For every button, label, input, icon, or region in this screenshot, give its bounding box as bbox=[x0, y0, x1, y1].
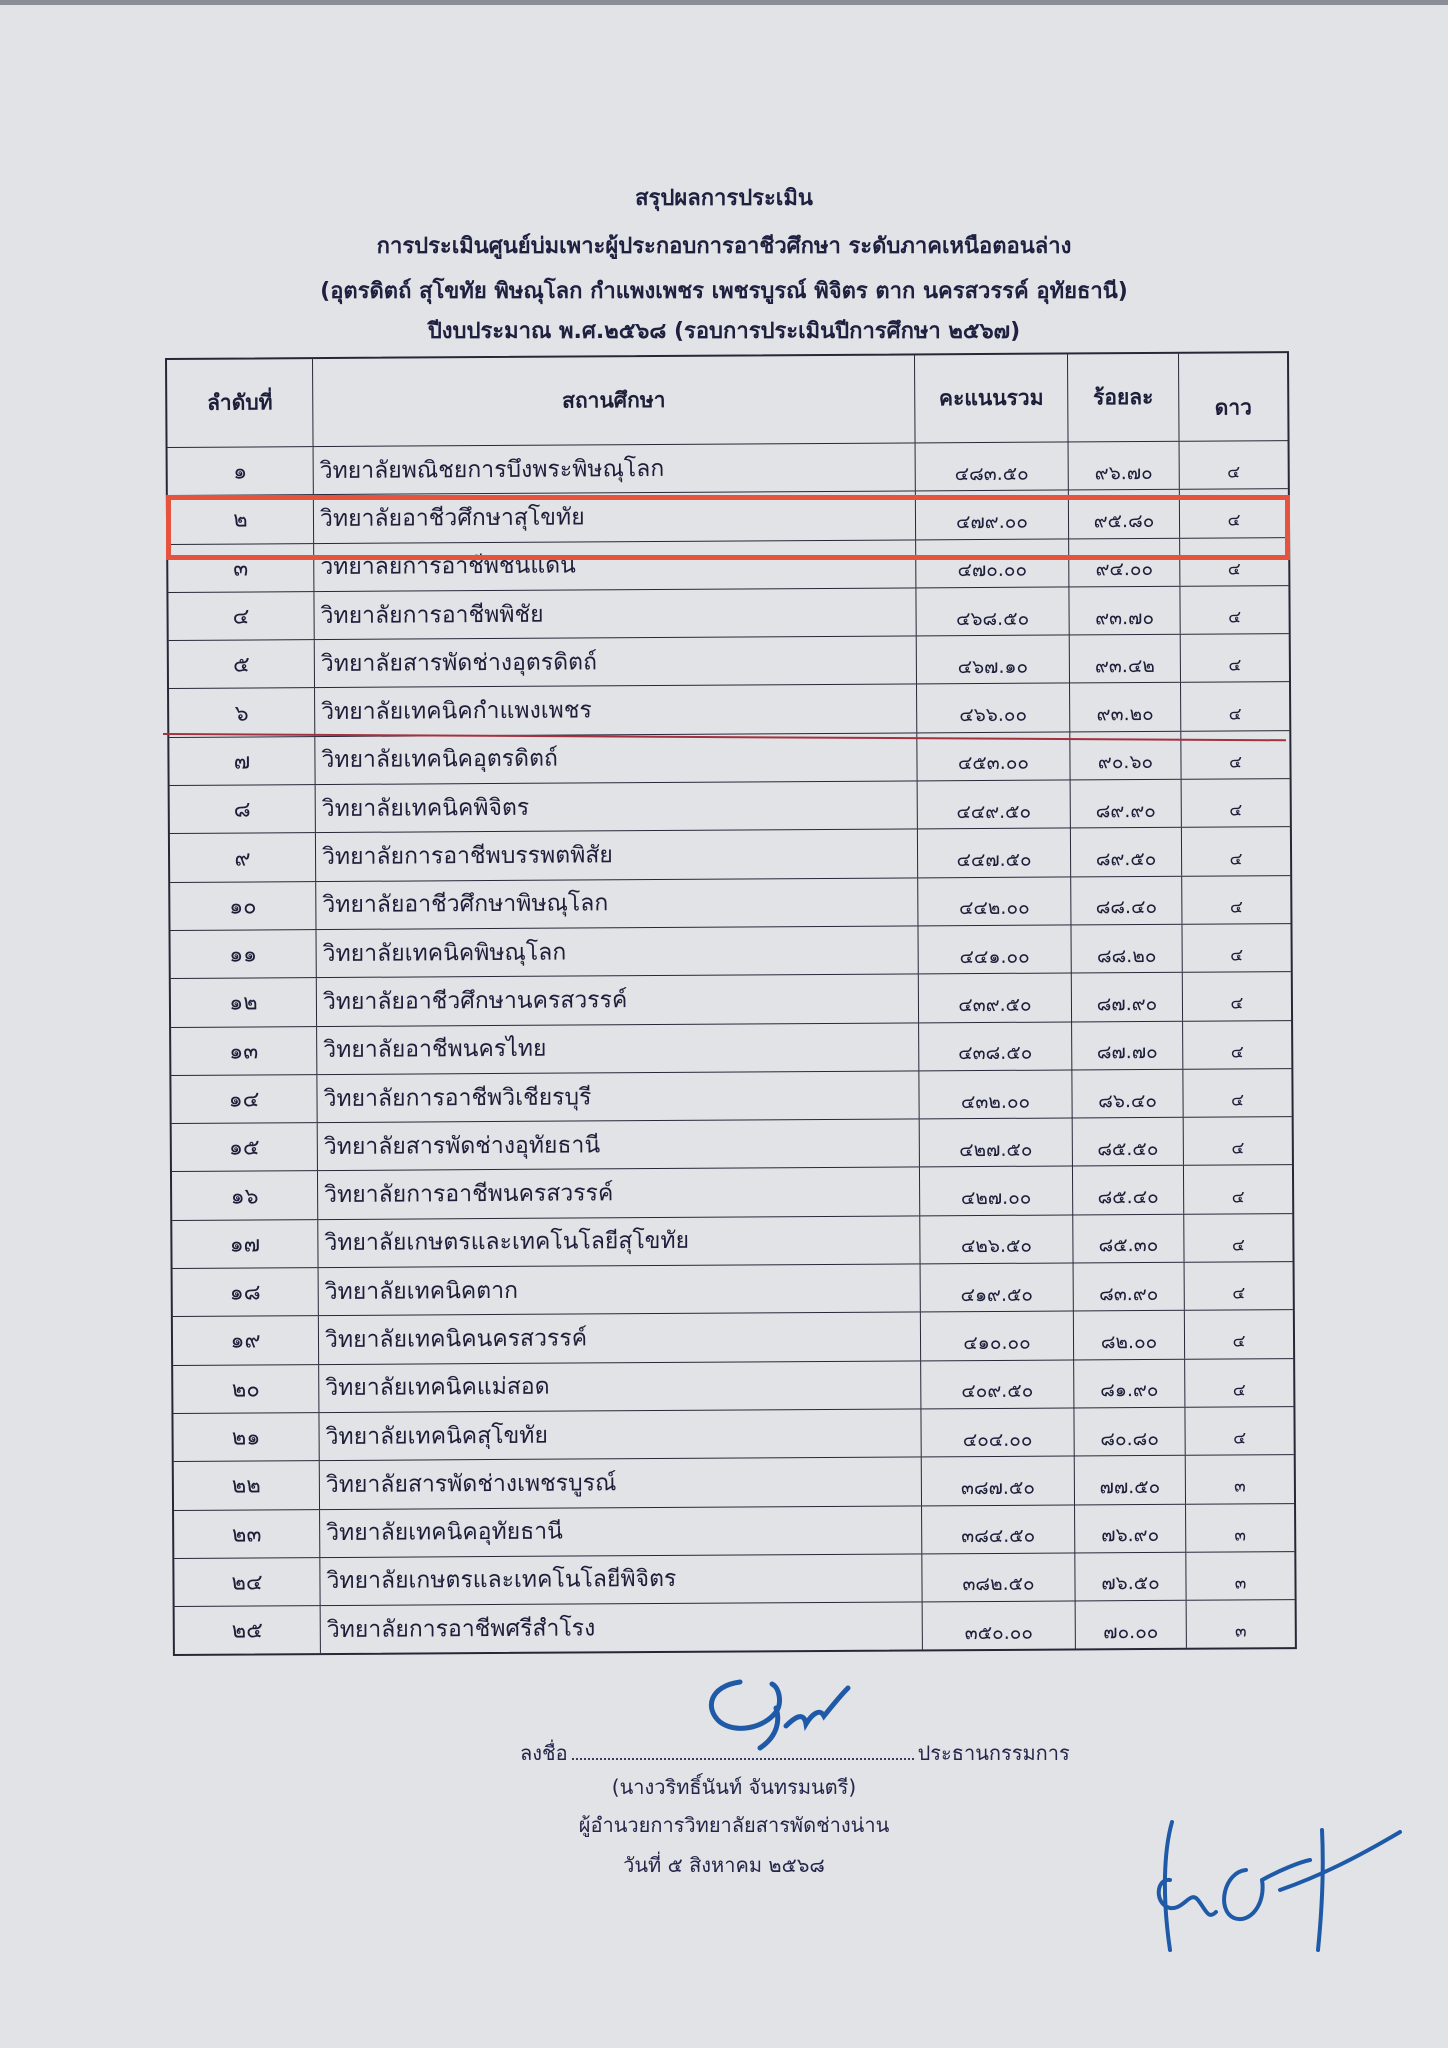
cell-institution: วิทยาลัยเทคนิคอุตรดิตถ์ bbox=[314, 733, 916, 784]
table-row bbox=[173, 1261, 1293, 1316]
cell-stars: ๔ bbox=[1180, 731, 1289, 779]
cell-total-score: ๔๒๗.๐๐ bbox=[919, 1167, 1072, 1215]
cell-rank: ๒๐ bbox=[231, 1377, 260, 1403]
cell-percent: ๗๖.๙๐ bbox=[1074, 1504, 1185, 1552]
cell-rank: ๑๒ bbox=[229, 990, 258, 1017]
cell-stars: ๔ bbox=[1184, 1310, 1293, 1358]
cell-rank: ๑๖ bbox=[230, 1184, 259, 1210]
cell-percent: ๙๐.๖๐ bbox=[1069, 732, 1180, 780]
cell-percent: ๘๗.๗๐ bbox=[1071, 1021, 1182, 1069]
signature-date: วันที่ ๕ สิงหาคม ๒๕๖๘ bbox=[623, 1853, 825, 1877]
cell-percent: ๙๓.๒๐ bbox=[1069, 683, 1180, 731]
cell-stars: ๔ bbox=[1183, 1214, 1292, 1262]
cell-rank: ๒๒ bbox=[231, 1473, 261, 1499]
cell-institution: วิทยาลัยอาชีวศึกษาพิษณุโลก bbox=[315, 878, 917, 929]
cell-institution: วิทยาลัยการอาชีพบรรพตพิสัย bbox=[315, 830, 917, 881]
cell-percent: ๘๕.๓๐ bbox=[1072, 1215, 1183, 1263]
sign-role: ประธานกรรมการ bbox=[917, 1741, 1070, 1765]
cell-rank: ๑๓ bbox=[229, 1039, 259, 1065]
cell-rank: ๑ bbox=[233, 459, 248, 485]
table-row bbox=[171, 1020, 1291, 1075]
header-institution: สถานศึกษา bbox=[312, 355, 915, 446]
table-row bbox=[172, 1165, 1292, 1220]
cell-institution: วิทยาลัยสารพัดช่างอุตรดิตถ์ bbox=[314, 637, 916, 688]
table-row bbox=[168, 585, 1288, 640]
cell-total-score: ๔๒๗.๕๐ bbox=[919, 1119, 1072, 1167]
cell-rank: ๑๕ bbox=[228, 1135, 260, 1161]
cell-institution: วิทยาลัยการอาชีพศรีสำโรง bbox=[320, 1603, 922, 1654]
cell-total-score: ๓๘๔.๕๐ bbox=[921, 1505, 1074, 1553]
table-row bbox=[170, 778, 1290, 833]
document-subtitle: การประเมินศูนย์บ่มเพาะผู้ประกอบการอาชีวศึกษา ระดับภาคเหนือตอนล่าง bbox=[376, 234, 1072, 259]
cell-total-score: ๔๐๙.๕๐ bbox=[920, 1360, 1073, 1408]
highlight-box bbox=[166, 495, 1290, 560]
cell-institution: วิทยาลัยอาชีวศึกษานครสวรรค์ bbox=[316, 975, 918, 1026]
cell-total-score: ๔๓๒.๐๐ bbox=[918, 1070, 1071, 1118]
cell-rank: ๘ bbox=[233, 797, 251, 823]
table-row bbox=[173, 1406, 1293, 1461]
cell-rank: ๑๔ bbox=[228, 1087, 260, 1113]
cell-stars: ๔ bbox=[1179, 538, 1288, 586]
table-row bbox=[169, 682, 1289, 737]
table-row bbox=[172, 1213, 1292, 1268]
cell-stars: ๔ bbox=[1182, 972, 1291, 1020]
cell-total-score: ๔๕๓.๐๐ bbox=[916, 732, 1069, 780]
cell-percent: ๘๒.๐๐ bbox=[1073, 1311, 1184, 1359]
cell-stars: ๔ bbox=[1181, 924, 1290, 972]
cell-rank: ๑๙ bbox=[230, 1328, 261, 1355]
cell-percent: ๘๘.๒๐ bbox=[1070, 925, 1181, 973]
table-row bbox=[168, 440, 1288, 495]
signature-line bbox=[520, 1737, 1070, 1769]
cell-percent: ๘๙.๙๐ bbox=[1070, 780, 1181, 828]
table-row bbox=[175, 1599, 1295, 1654]
cell-total-score: ๓๘๗.๕๐ bbox=[921, 1457, 1074, 1505]
cell-stars: ๔ bbox=[1181, 779, 1290, 827]
cell-institution: วิทยาลัยสารพัดช่างอุทัยธานี bbox=[317, 1120, 919, 1171]
cell-percent: ๘๕.๔๐ bbox=[1072, 1166, 1183, 1214]
cell-rank: ๓ bbox=[233, 556, 249, 582]
handwritten-initials bbox=[1150, 1800, 1410, 1970]
cell-institution: วิทยาลัยเกษตรและเทคโนโลยีสุโขทัย bbox=[317, 1216, 919, 1267]
cell-stars: ๔ bbox=[1182, 1021, 1291, 1069]
cell-rank: ๑๗ bbox=[229, 1232, 261, 1258]
table-header-row bbox=[167, 353, 1288, 447]
table-row bbox=[173, 1358, 1293, 1413]
cell-total-score: ๔๗๐.๐๐ bbox=[915, 539, 1068, 587]
cell-stars: ๔ bbox=[1180, 683, 1289, 731]
cell-rank: ๗ bbox=[233, 749, 251, 775]
signer-name: (นางวริทธิ์นันท์ จันทรมนตรี) bbox=[611, 1775, 857, 1799]
cell-percent: ๘๓.๙๐ bbox=[1073, 1263, 1184, 1311]
table-row bbox=[174, 1503, 1294, 1558]
cell-percent: ๘๐.๘๐ bbox=[1073, 1408, 1184, 1456]
cell-institution: วิทยาลัยสารพัดช่างเพชรบูรณ์ bbox=[319, 1458, 921, 1509]
cell-stars: ๓ bbox=[1185, 1552, 1294, 1600]
cell-institution: วิทยาลัยการอาชีพนครสวรรค์ bbox=[317, 1168, 919, 1219]
cell-rank: ๖ bbox=[234, 701, 249, 727]
cell-percent: ๙๓.๔๒ bbox=[1069, 635, 1180, 683]
cell-rank: ๒๔ bbox=[231, 1570, 263, 1596]
cell-institution: วิทยาลัยเทคนิคกำแพงเพชร bbox=[314, 685, 916, 736]
cell-total-score: ๔๑๙.๕๐ bbox=[920, 1264, 1073, 1312]
cell-total-score: ๔๗๙.๐๐ bbox=[915, 491, 1068, 539]
table-row bbox=[174, 1454, 1294, 1509]
table-row bbox=[170, 827, 1290, 882]
cell-institution: วิทยาลัยเทคนิคพิจิตร bbox=[315, 781, 917, 832]
cell-total-score: ๔๘๓.๕๐ bbox=[915, 442, 1068, 490]
cell-stars: ๔ bbox=[1179, 586, 1288, 634]
cell-stars: ๔ bbox=[1183, 1166, 1292, 1214]
cell-stars: ๔ bbox=[1184, 1359, 1293, 1407]
signer-position: ผู้อำนวยการวิทยาลัยสารพัดช่างน่าน bbox=[578, 1813, 890, 1837]
scan-edge bbox=[0, 0, 1448, 5]
cell-stars: ๔ bbox=[1184, 1262, 1293, 1310]
cell-rank: ๑๑ bbox=[229, 942, 258, 968]
cell-stars: ๓ bbox=[1185, 1504, 1294, 1552]
cell-total-score: ๔๖๖.๐๐ bbox=[916, 684, 1069, 732]
cell-stars: ๓ bbox=[1186, 1600, 1295, 1648]
cell-stars: ๔ bbox=[1181, 876, 1290, 924]
fiscal-year: ปีงบประมาณ พ.ศ.๒๕๖๘ (รอบการประเมินปีการศึกษา ๒๕๖๗) bbox=[427, 319, 1021, 344]
cell-total-score: ๓๘๒.๕๐ bbox=[921, 1553, 1074, 1601]
cell-percent: ๘๑.๙๐ bbox=[1073, 1359, 1184, 1407]
cell-rank: ๑๐ bbox=[229, 894, 257, 920]
table-row bbox=[171, 971, 1291, 1026]
cell-institution: วิทยาลัยเทคนิคนครสวรรค์ bbox=[318, 1313, 920, 1364]
cell-percent: ๘๘.๔๐ bbox=[1070, 876, 1181, 924]
cell-total-score: ๔๖๗.๑๐ bbox=[916, 636, 1069, 684]
cell-total-score: ๓๕๐.๐๐ bbox=[922, 1602, 1075, 1650]
cell-stars: ๔ bbox=[1184, 1407, 1293, 1455]
cell-percent: ๙๔.๐๐ bbox=[1068, 538, 1179, 586]
cell-total-score: ๔๒๖.๕๐ bbox=[919, 1215, 1072, 1263]
table-row bbox=[170, 875, 1290, 930]
cell-total-score: ๔๔๗.๕๐ bbox=[917, 829, 1070, 877]
cell-stars: ๔ bbox=[1181, 828, 1290, 876]
cell-stars: ๔ bbox=[1183, 1117, 1292, 1165]
header-total-score: คะแนนรวม bbox=[914, 354, 1068, 442]
cell-institution: วิทยาลัยเทคนิคสุโขทัย bbox=[318, 1409, 920, 1460]
header-percent: ร้อยละ bbox=[1067, 354, 1179, 442]
cell-percent: ๗๖.๕๐ bbox=[1074, 1553, 1185, 1601]
cell-total-score: ๔๐๔.๐๐ bbox=[920, 1408, 1073, 1456]
table-row bbox=[169, 633, 1289, 688]
cell-total-score: ๔๖๘.๕๐ bbox=[915, 587, 1068, 635]
sign-prefix: ลงชื่อ bbox=[520, 1741, 568, 1765]
cell-percent: ๗๐.๐๐ bbox=[1075, 1601, 1186, 1649]
cell-total-score: ๔๓๙.๕๐ bbox=[918, 974, 1071, 1022]
cell-institution: วิทยาลัยการอาชีพพิชัย bbox=[313, 588, 915, 639]
header-rank: ลำดับที่ bbox=[206, 390, 273, 415]
cell-percent: ๘๖.๔๐ bbox=[1071, 1070, 1182, 1118]
header-stars: ดาว bbox=[1178, 353, 1288, 441]
cell-rank: ๒๓ bbox=[231, 1522, 262, 1548]
cell-percent: ๗๗.๕๐ bbox=[1074, 1456, 1185, 1504]
table-row bbox=[171, 1068, 1291, 1123]
cell-rank: ๕ bbox=[232, 652, 250, 678]
cell-rank: ๒ bbox=[233, 507, 248, 534]
cell-percent: ๘๗.๙๐ bbox=[1071, 973, 1182, 1021]
document-title: สรุปผลการประเมิน bbox=[635, 186, 813, 211]
cell-percent: ๙๖.๗๐ bbox=[1068, 442, 1179, 490]
cell-total-score: ๔๔๑.๐๐ bbox=[917, 925, 1070, 973]
cell-total-score: ๔๔๒.๐๐ bbox=[917, 877, 1070, 925]
cell-institution: วิทยาลัยเกษตรและเทคโนโลยีพิจิตร bbox=[319, 1554, 921, 1605]
cell-institution: วิทยาลัยเทคนิคตาก bbox=[318, 1264, 920, 1315]
cell-institution: วิทยาลัยอาชีวศึกษาสุโขทัย bbox=[313, 492, 915, 543]
cell-institution: วิทยาลัยเทคนิคพิษณุโลก bbox=[315, 926, 917, 977]
cell-total-score: ๔๓๘.๕๐ bbox=[918, 1022, 1071, 1070]
signature-dotted-line bbox=[572, 1758, 914, 1760]
cell-stars: ๔ bbox=[1182, 1069, 1291, 1117]
cell-institution: วิทยาลัยพณิชยการบึงพระพิษณุโลก bbox=[313, 443, 915, 494]
table-row bbox=[170, 923, 1290, 978]
cell-percent: ๙๓.๗๐ bbox=[1068, 587, 1179, 635]
cell-stars: ๔ bbox=[1179, 441, 1288, 489]
cell-rank: ๒๑ bbox=[231, 1425, 261, 1451]
cell-percent: ๙๕.๘๐ bbox=[1068, 490, 1179, 538]
cell-total-score: ๔๔๙.๕๐ bbox=[917, 781, 1070, 829]
cell-institution: วิทยาลัยอาชีพนครไทย bbox=[316, 1023, 918, 1074]
cell-total-score: ๔๑๐.๐๐ bbox=[920, 1312, 1073, 1360]
cell-stars: ๔ bbox=[1179, 489, 1288, 537]
cell-institution: วิทยาลัยการอาชีพชนแดน bbox=[313, 540, 915, 591]
province-list: (อุตรดิตถ์ สุโขทัย พิษณุโลก กำแพงเพชร เพชรบูรณ์ พิจิตร ตาก นครสวรรค์ อุทัยธานี) bbox=[320, 279, 1128, 304]
cell-rank: ๑๘ bbox=[229, 1280, 261, 1306]
cell-percent: ๘๙.๕๐ bbox=[1070, 828, 1181, 876]
table-body bbox=[168, 440, 1295, 1654]
cell-stars: ๓ bbox=[1185, 1455, 1294, 1503]
cell-institution: วิทยาลัยการอาชีพวิเชียรบุรี bbox=[316, 1071, 918, 1122]
table-row bbox=[173, 1309, 1293, 1364]
table-row bbox=[174, 1551, 1294, 1606]
cell-percent: ๘๕.๕๐ bbox=[1072, 1118, 1183, 1166]
cell-institution: วิทยาลัยเทคนิคแม่สอด bbox=[318, 1361, 920, 1412]
cell-rank: ๔ bbox=[232, 604, 250, 630]
cell-rank: ๒๕ bbox=[231, 1618, 263, 1644]
cell-institution: วิทยาลัยเทคนิคอุทัยธานี bbox=[319, 1506, 921, 1557]
cell-rank: ๙ bbox=[234, 846, 251, 872]
cell-stars: ๔ bbox=[1180, 634, 1289, 682]
table-row bbox=[172, 1116, 1292, 1171]
